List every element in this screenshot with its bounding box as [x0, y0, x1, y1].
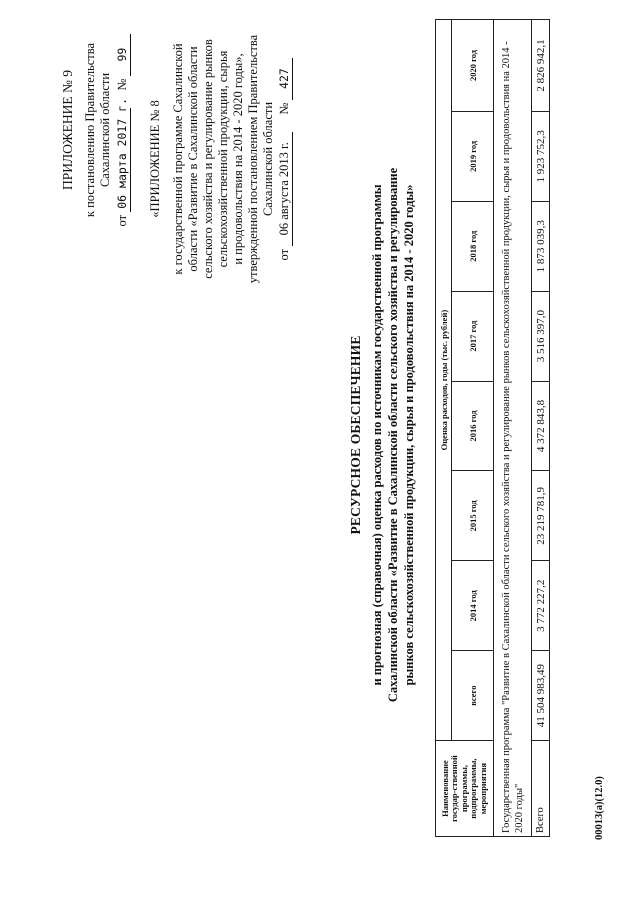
table-subheader-row — [452, 20, 494, 837]
decree-date-line — [115, 20, 131, 240]
total-label: Всего — [532, 741, 550, 837]
column-header: 2014 год — [452, 561, 494, 651]
old-appendix-line: к государственной программе Сахалинской — [171, 43, 185, 275]
column-header: всего — [452, 651, 494, 741]
column-header: 2015 год — [452, 471, 494, 561]
old-appendix-line: области «Развитие в Сахалинской области — [186, 46, 200, 272]
old-appendix-date: 06 августа 2013 г. — [277, 132, 293, 246]
total-value: 3 516 397,0 — [532, 291, 550, 381]
total-value: 41 504 983,49 — [532, 651, 550, 741]
date-prefix: от — [115, 214, 129, 227]
total-value: 1 873 039,3 — [532, 201, 550, 291]
total-value: 1 923 752,3 — [532, 111, 550, 201]
old-appendix-number: 427 — [277, 58, 293, 100]
total-row — [532, 20, 550, 837]
program-name: Государственная программа "Развитие в Сахалинской области сельского хозяйства и регулирование рынков сельскохозяйственной продукции, сырья и продовольствия на 2014 - 2020 годы" — [494, 20, 532, 837]
decree-number: 99 — [115, 34, 131, 76]
appendix-title: ПРИЛОЖЕНИЕ № 9 — [60, 69, 75, 191]
column-header: 2018 год — [452, 201, 494, 291]
old-appendix-line: Сахалинской области — [261, 101, 275, 217]
date-prefix: от — [277, 248, 291, 261]
decree-date: 06 марта 2017 г. — [115, 108, 131, 212]
title-line-1: и прогнозная (справочная) оценка расходов по источникам государственной программы — [370, 184, 384, 686]
table-header-row — [436, 20, 452, 837]
column-header: 2016 год — [452, 381, 494, 471]
total-value: 4 372 843,8 — [532, 381, 550, 471]
title-line-3: рынков сельскохозяйственной продукции, сырья и продовольствия на 2014 - 2020 годы» — [402, 184, 416, 686]
old-appendix-line: сельскохозяйственной продукции, сырья — [216, 50, 230, 268]
total-value: 2 826 942,1 — [532, 20, 550, 112]
footer-code: 00013(а)(12.0) — [594, 776, 605, 840]
old-appendix-line: и продовольствия на 2014 - 2020 годы», — [231, 53, 245, 265]
number-prefix: № — [277, 102, 291, 115]
old-appendix-block — [148, 23, 293, 295]
group-header: Оценка расходов, годы (тыс. рублей) — [436, 20, 452, 741]
column-header: 2019 год — [452, 111, 494, 201]
appendix-header — [60, 20, 131, 240]
rotated-content — [20, 10, 620, 885]
title-main: РЕСУРСНОЕ ОБЕСПЕЧЕНИЕ — [348, 335, 363, 535]
resource-table — [435, 19, 550, 837]
number-prefix: № — [115, 78, 129, 91]
old-appendix-line: утвержденной постановлением Правительства — [246, 34, 260, 284]
decree-line-1: к постановлению Правительства — [83, 42, 97, 218]
total-value: 3 772 227,2 — [532, 561, 550, 651]
name-column-header: Наименование государ-ственной программы, подпрограммы, мероприятия — [436, 741, 494, 837]
old-appendix-line: сельского хозяйства и регулирование рынков — [201, 39, 215, 279]
decree-line-2: Сахалинской области — [98, 72, 112, 188]
column-header: 2017 год — [452, 291, 494, 381]
column-header: 2020 год — [452, 20, 494, 112]
old-appendix-title: «ПРИЛОЖЕНИЕ № 8 — [148, 100, 162, 218]
total-value: 23 219 781,9 — [532, 471, 550, 561]
title-line-2: Сахалинской области «Развитие в Сахалинской области сельского хозяйства и регулирование — [386, 167, 400, 703]
document-title — [348, 45, 417, 825]
program-row — [494, 20, 532, 837]
old-appendix-date-line — [277, 23, 293, 295]
